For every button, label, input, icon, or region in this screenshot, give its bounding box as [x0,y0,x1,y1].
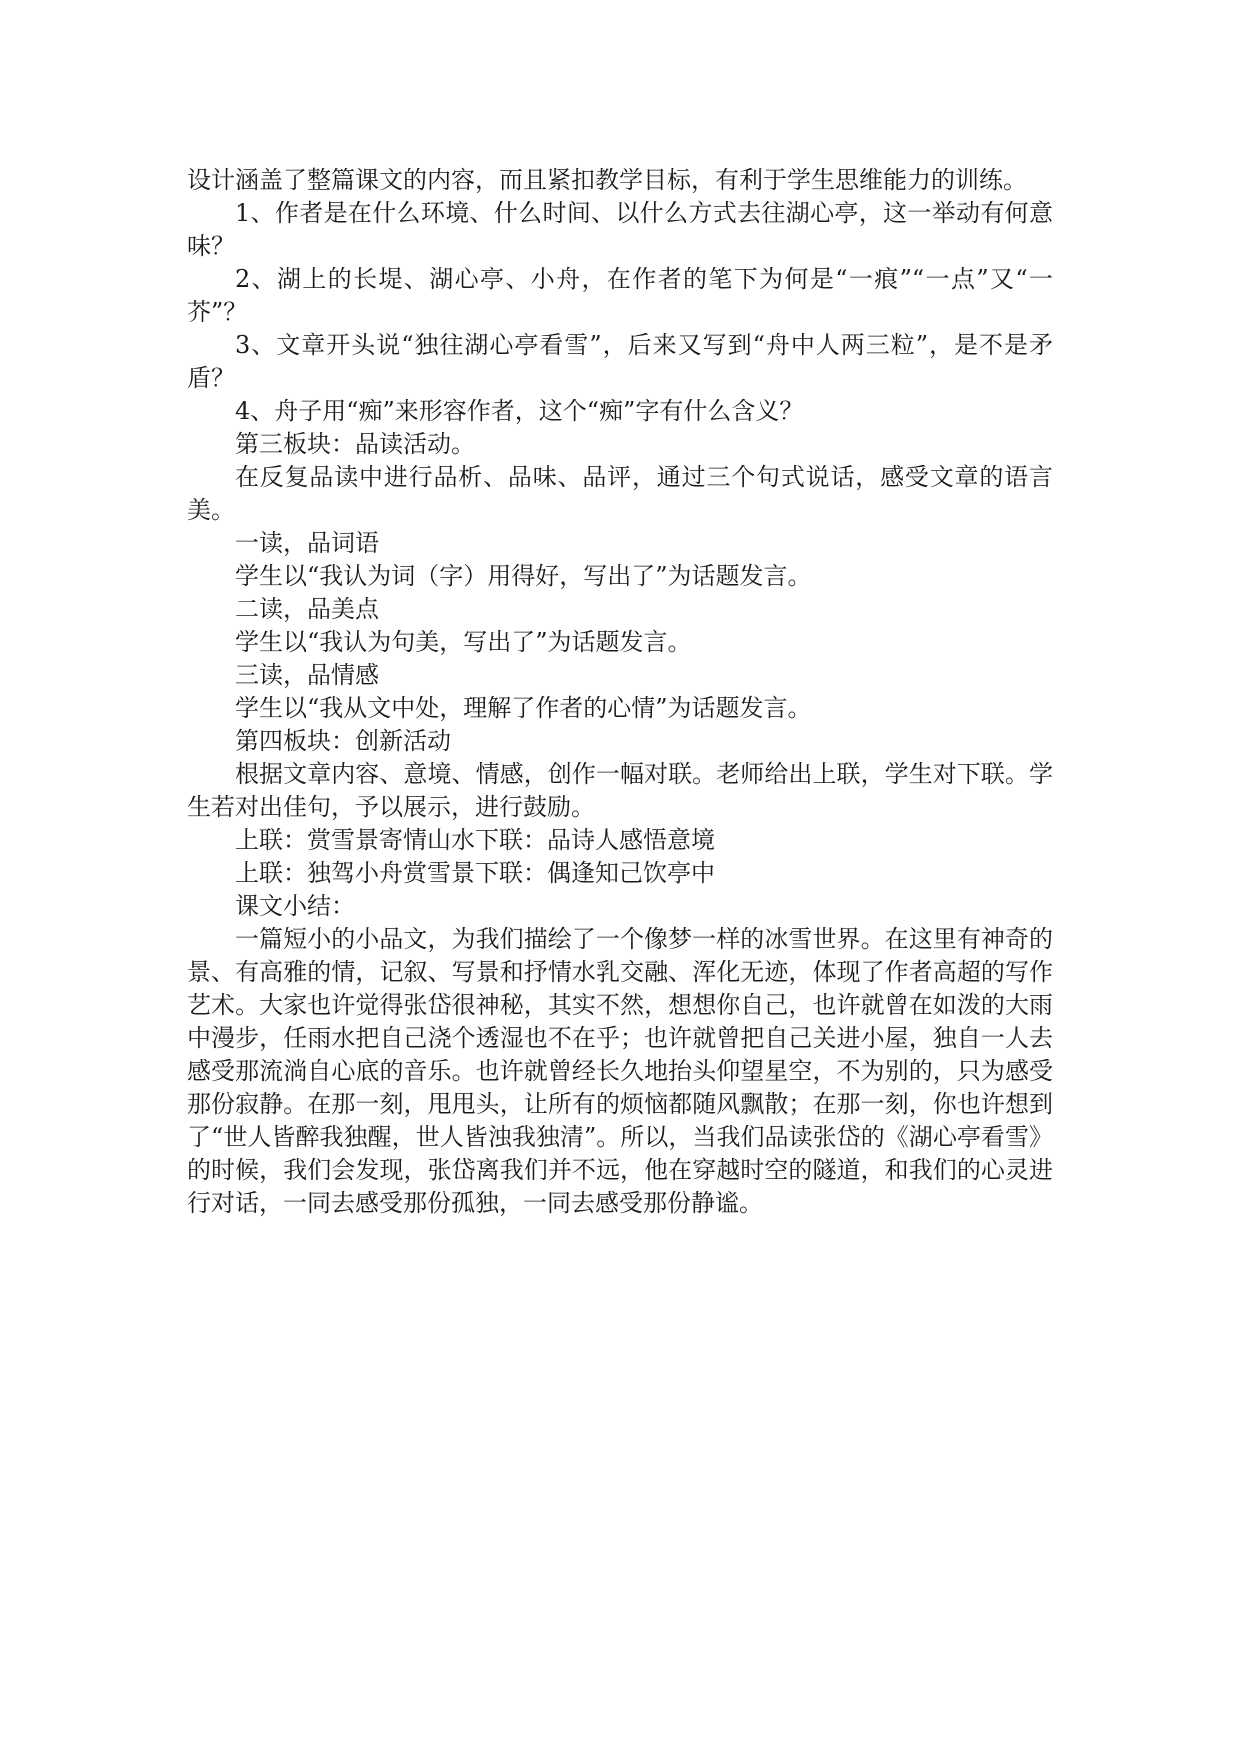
reading-step-2-title: 二读，品美点 [235,595,379,623]
reading-step-2-prompt: 学生以“我认为句美，写出了”为话题发言。 [235,628,692,656]
reading-step-1-title: 一读，品词语 [235,529,379,557]
section-heading-3: 第三板块：品读活动。 [235,430,475,458]
question-3: 3、文章开头说“独往湖心亭看雪”，后来又写到“舟中人两三粒”，是不是矛盾？ [187,331,1053,392]
paragraph-intro: 设计涵盖了整篇课文的内容，而且紧扣教学目标，有利于学生思维能力的训练。 [187,166,1027,194]
summary-heading: 课文小结： [235,892,355,920]
reading-step-3-title: 三读，品情感 [235,661,379,689]
couplet-2: 上联：独驾小舟赏雪景下联：偶逢知己饮亭中 [235,859,715,887]
question-1: 1、作者是在什么环境、什么时间、以什么方式去往湖心亭，这一举动有何意味？ [187,199,1053,260]
paragraph-reading-intro: 在反复品读中进行品析、品味、品评，通过三个句式说话，感受文章的语言美。 [187,463,1053,524]
reading-step-1-prompt: 学生以“我认为词（字）用得好，写出了”为话题发言。 [235,562,812,590]
question-2: 2、湖上的长堤、湖心亭、小舟，在作者的笔下为何是“一痕”“一点”又“一芥”？ [187,265,1053,326]
paragraph-couplet-intro: 根据文章内容、意境、情感，创作一幅对联。老师给出上联，学生对下联。学生若对出佳句，予以展示，进行鼓励。 [187,760,1053,821]
question-4: 4、舟子用“痴”来形容作者，这个“痴”字有什么含义？ [235,397,804,425]
couplet-1: 上联：赏雪景寄情山水下联：品诗人感悟意境 [235,826,715,854]
section-heading-4: 第四板块：创新活动 [235,727,451,755]
reading-step-3-prompt: 学生以“我从文中处，理解了作者的心情”为话题发言。 [235,694,812,722]
summary-paragraph: 一篇短小的小品文，为我们描绘了一个像梦一样的冰雪世界。在这里有神奇的景、有高雅的情，记叙、写景和抒情水乳交融、浑化无迹，体现了作者高超的写作艺术。大家也许觉得张岱很神秘，其实不然，想想你自己，也许就曾在如泼的大雨中漫步，任雨水把自己浇个透湿也不在乎；也许就曾把自己关进小屋，独自一人去感受那流淌自心底的音乐。也许就曾经长久地抬头仰望星空，不为别的，只为感受那份寂静。在那一刻，甩甩头，让所有的烦恼都随风飘散；在那一刻，你也许想到了“世人皆醉我独醒，世人皆浊我独清”。所以，当我们品读张岱的《湖心亭看雪》的时候，我们会发现，张岱离我们并不远，他在穿越时空的隧道，和我们的心灵进行对话，一同去感受那份孤独，一同去感受那份静谧。 [187,925,1053,1217]
document-body [187,164,1053,1220]
